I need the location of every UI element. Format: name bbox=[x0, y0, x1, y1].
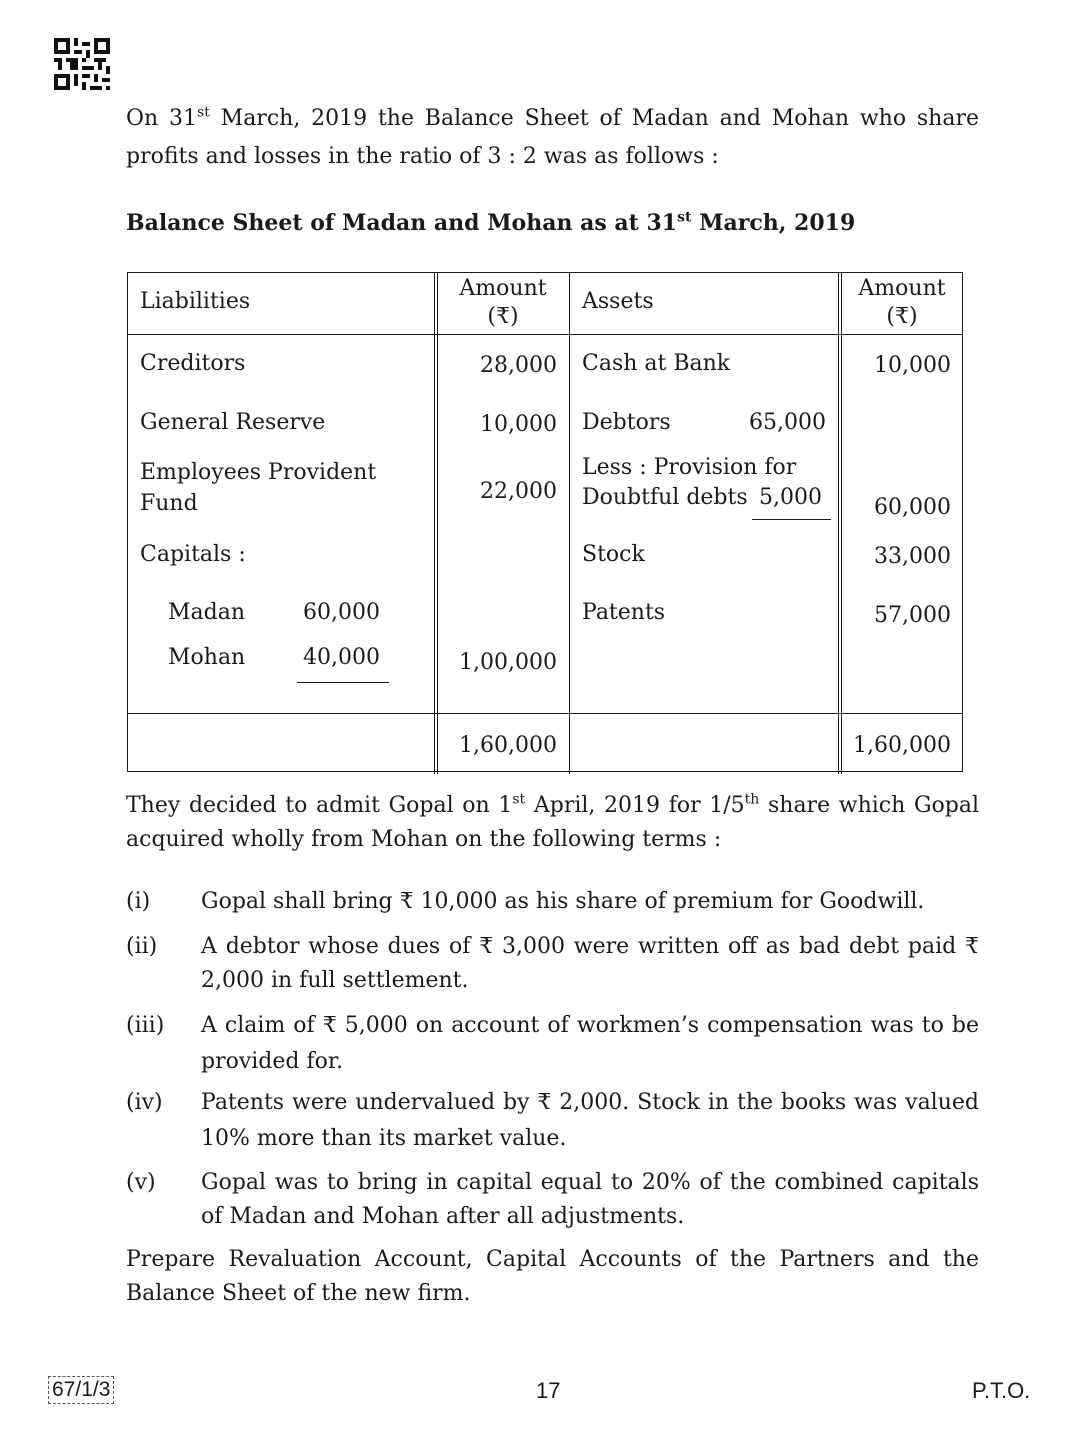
mohan-label: Mohan bbox=[168, 645, 246, 670]
header-assets: Assets bbox=[582, 289, 654, 314]
intro-superscript: st bbox=[197, 104, 210, 121]
stock-amount: 33,000 bbox=[874, 544, 951, 569]
provision-label-line2: Doubtful debts bbox=[582, 485, 748, 510]
admission-superscript-2: th bbox=[744, 791, 760, 808]
patents-label: Patents bbox=[582, 600, 666, 625]
column-divider bbox=[841, 273, 842, 774]
intro-text-start: On 31 bbox=[126, 106, 198, 131]
madan-label: Madan bbox=[168, 600, 246, 625]
general-reserve-label: General Reserve bbox=[140, 410, 326, 435]
header-amount-label: Amount bbox=[858, 276, 946, 301]
admission-text-end: share which Gopal acquired wholly from Mohan on the following terms : bbox=[126, 793, 979, 852]
balance-sheet-table bbox=[127, 272, 963, 772]
capital-underline bbox=[297, 682, 389, 683]
debtors-label: Debtors bbox=[582, 410, 671, 435]
mohan-capital: 40,000 bbox=[303, 645, 380, 670]
title-text-start: Balance Sheet of Madan and Mohan as at 31 bbox=[126, 210, 678, 236]
balance-sheet-title bbox=[126, 210, 855, 236]
header-liabilities: Liabilities bbox=[140, 289, 251, 314]
epf-amount: 22,000 bbox=[480, 479, 557, 504]
creditors-amount: 28,000 bbox=[480, 353, 557, 378]
title-text-end: March, 2019 bbox=[691, 210, 856, 236]
admission-text-start: They decided to admit Gopal on 1 bbox=[126, 793, 513, 818]
epf-label-line2: Fund bbox=[140, 491, 198, 516]
instruction-paragraph: Prepare Revaluation Account, Capital Accounts of the Partners and the Balance Sheet of the new firm. bbox=[126, 1247, 979, 1306]
term-text: A claim of ₹ 5,000 on account of workmen’s compensation was to be provided for. bbox=[201, 1013, 979, 1074]
general-reserve-amount: 10,000 bbox=[480, 412, 557, 437]
pto-label: P.T.O. bbox=[972, 1378, 1031, 1403]
admission-superscript-1: st bbox=[512, 791, 526, 808]
total-liabilities: 1,60,000 bbox=[459, 733, 557, 758]
stock-label: Stock bbox=[582, 542, 645, 567]
provision-label-line1: Less : Provision for bbox=[582, 455, 797, 480]
term-text: Gopal shall bring ₹ 10,000 as his share of premium for Goodwill. bbox=[201, 889, 925, 914]
term-number: (v) bbox=[126, 1170, 156, 1195]
question-paper-code: 67/1/3 bbox=[48, 1376, 114, 1404]
term-number: (iii) bbox=[126, 1013, 165, 1038]
intro-text-end: March, 2019 the Balance Sheet of Madan and Mohan who share profits and losses in the ratio of 3 : 2 was as follows : bbox=[126, 106, 979, 169]
capitals-label: Capitals : bbox=[140, 542, 246, 567]
creditors-label: Creditors bbox=[140, 351, 246, 376]
header-currency-label: (₹) bbox=[487, 304, 519, 329]
header-amount-assets bbox=[841, 275, 963, 331]
column-divider bbox=[838, 273, 839, 774]
term-text: Patents were undervalued by ₹ 2,000. Stock in the books was valued 10% more than its market value. bbox=[201, 1090, 979, 1151]
column-divider bbox=[569, 273, 570, 774]
title-superscript: st bbox=[677, 209, 692, 226]
page-number: 17 bbox=[536, 1378, 561, 1403]
provision-underline bbox=[752, 519, 831, 520]
total-divider bbox=[128, 713, 962, 714]
admission-text-middle: April, 2019 for 1/5 bbox=[525, 793, 745, 818]
qr-code bbox=[54, 38, 110, 90]
epf-label-line1: Employees Provident bbox=[140, 460, 377, 485]
admission-paragraph bbox=[126, 789, 979, 857]
column-divider bbox=[437, 273, 438, 774]
total-assets: 1,60,000 bbox=[853, 733, 951, 758]
capitals-amount: 1,00,000 bbox=[459, 650, 557, 675]
header-amount-liabilities bbox=[437, 275, 569, 331]
patents-amount: 57,000 bbox=[874, 603, 951, 628]
header-currency-label: (₹) bbox=[886, 304, 918, 329]
intro-paragraph bbox=[126, 100, 979, 176]
term-text: A debtor whose dues of ₹ 3,000 were written off as bad debt paid ₹ 2,000 in full settlement. bbox=[201, 934, 979, 993]
term-number: (ii) bbox=[126, 934, 158, 959]
header-divider bbox=[128, 334, 962, 335]
madan-capital: 60,000 bbox=[303, 600, 380, 625]
term-text: Gopal was to bring in capital equal to 20% of the combined capitals of Madan and Mohan after all adjustments. bbox=[201, 1170, 979, 1229]
debtors-net-amount: 60,000 bbox=[874, 495, 951, 520]
term-number: (iv) bbox=[126, 1090, 163, 1115]
cash-amount: 10,000 bbox=[874, 353, 951, 378]
debtors-value: 65,000 bbox=[749, 410, 826, 435]
header-amount-label: Amount bbox=[459, 276, 547, 301]
cash-label: Cash at Bank bbox=[582, 351, 731, 376]
column-divider bbox=[434, 273, 435, 774]
term-number: (i) bbox=[126, 889, 151, 914]
provision-value: 5,000 bbox=[759, 485, 822, 510]
